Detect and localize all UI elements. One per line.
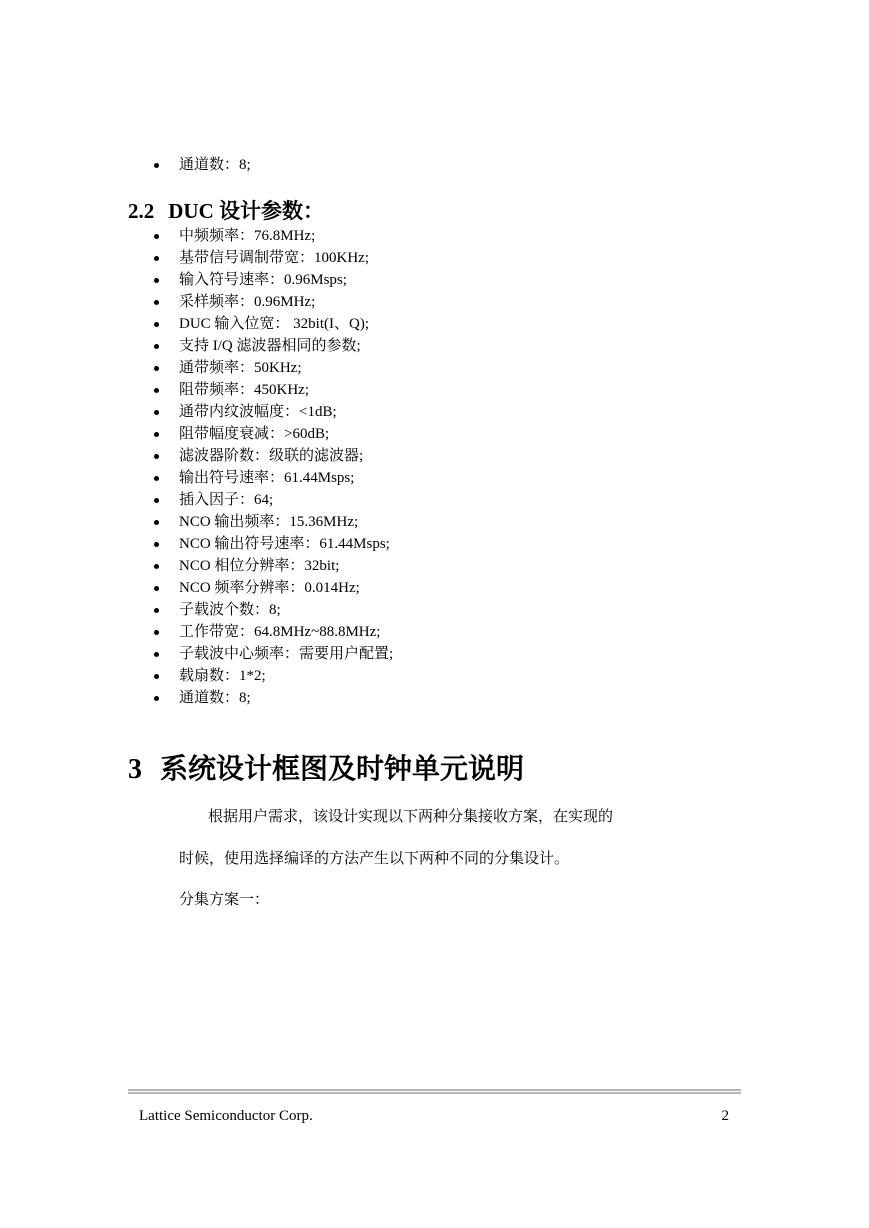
section-number: 3 — [128, 754, 142, 785]
paragraph-line-1: 根据用户需求，该设计实现以下两种分集接收方案，在实现的 — [208, 809, 614, 825]
list-item: 阻带频率：450KHz; — [150, 379, 750, 401]
footer-divider — [128, 1089, 741, 1094]
list-item: 插入因子：64; — [150, 489, 750, 511]
list-item: NCO 相位分辨率：32bit; — [150, 555, 750, 577]
list-item: 子载波中心频率：需要用户配置; — [150, 643, 750, 665]
list-item: 载扇数：1*2; — [150, 665, 750, 687]
section-title: DUC 设计参数： — [168, 199, 324, 223]
list-item: NCO 输出符号速率：61.44Msps; — [150, 533, 750, 555]
section-title: 系统设计框图及时钟单元说明 — [160, 754, 525, 785]
footer-company: Lattice Semiconductor Corp. — [139, 1108, 313, 1124]
footer-page-number: 2 — [721, 1108, 729, 1124]
list-item: 通带频率：50KHz; — [150, 357, 750, 379]
list-item: 通道数：8; — [150, 154, 750, 176]
list-item: 通道数：8; — [150, 687, 750, 709]
list-item: 输出符号速率：61.44Msps; — [150, 467, 750, 489]
section-number: 2.2 — [128, 199, 155, 223]
list-item: 阻带幅度衰减：>60dB; — [150, 423, 750, 445]
list-item: 输入符号速率：0.96Msps; — [150, 269, 750, 291]
list-item: 支持 I/Q 滤波器相同的参数; — [150, 335, 750, 357]
section-heading-2-2 — [128, 197, 324, 225]
list-item: 通带内纹波幅度：<1dB; — [150, 401, 750, 423]
list-item: NCO 输出频率：15.36MHz; — [150, 511, 750, 533]
list-item: 工作带宽：64.8MHz~88.8MHz; — [150, 621, 750, 643]
list-item: 子载波个数：8; — [150, 599, 750, 621]
list-item: DUC 输入位宽： 32bit(I、Q); — [150, 313, 750, 335]
list-item: NCO 频率分辨率：0.014Hz; — [150, 577, 750, 599]
list-item: 中频频率：76.8MHz; — [150, 225, 750, 247]
section-heading-3 — [128, 750, 524, 790]
list-item: 滤波器阶数：级联的滤波器; — [150, 445, 750, 467]
top-bullet-list — [150, 154, 750, 176]
scheme-label: 分集方案一： — [179, 892, 270, 908]
list-item: 基带信号调制带宽：100KHz; — [150, 247, 750, 269]
duc-parameter-list — [150, 225, 750, 709]
paragraph-line-2: 时候，使用选择编译的方法产生以下两种不同的分集设计。 — [179, 851, 570, 867]
list-item: 采样频率：0.96MHz; — [150, 291, 750, 313]
